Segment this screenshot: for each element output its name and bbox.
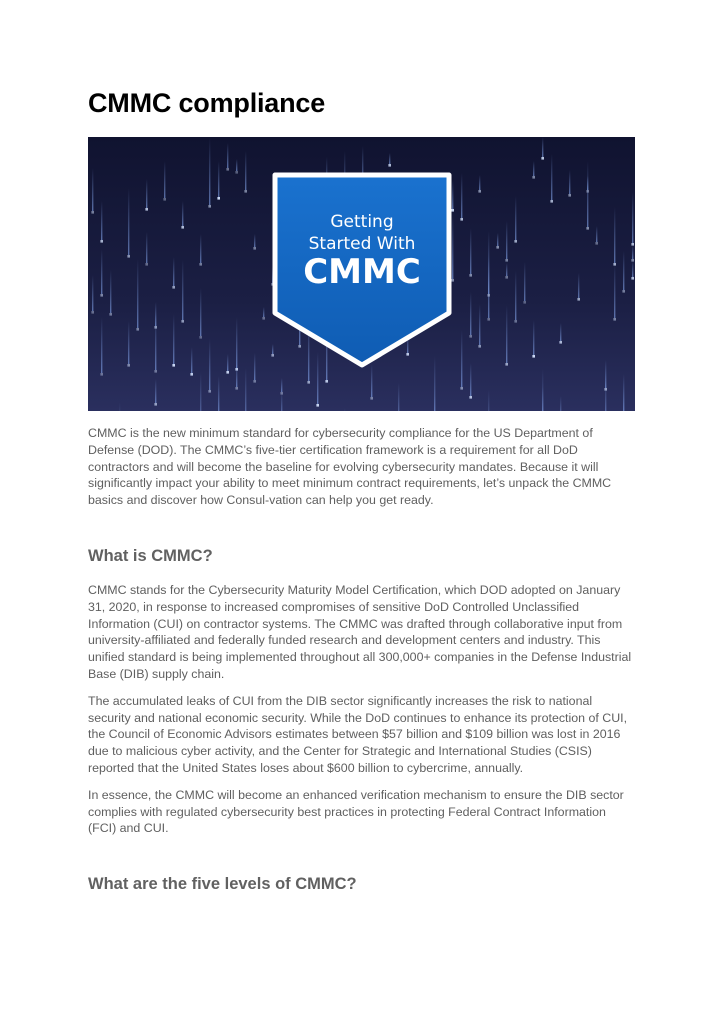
rain-streak [470, 228, 471, 274]
rain-dot [451, 209, 454, 212]
rain-streak [101, 249, 102, 294]
rain-dot [253, 380, 256, 383]
rain-dot [91, 311, 94, 314]
rain-dot [208, 205, 211, 208]
rain-dot [190, 373, 193, 376]
rain-streak [479, 304, 480, 345]
rain-dot [226, 168, 229, 171]
rain-dot [460, 218, 463, 221]
rain-dot [613, 318, 616, 321]
rain-dot [559, 341, 562, 344]
rain-streak [209, 339, 210, 390]
rain-dot [505, 276, 508, 279]
rain-dot [298, 345, 301, 348]
rain-streak [236, 364, 237, 387]
rain-streak [254, 234, 255, 247]
rain-dot [478, 345, 481, 348]
rain-dot [370, 397, 373, 400]
body-paragraph: CMMC stands for the Cybersecurity Maturity Model Certification, which DOD adopted on January 31, 2020, in response to increased compromises of sensitive DoD Controlled Unclassified Information (CUI) on contractor systems. The CMMC was drafted through collaborative input from university-affiliated and federally funded research and development centers and industry. This unified standard is being implemented throughout all 300,000+ companies in the Defense Industrial Base (DIB) supply chain. [88, 583, 632, 681]
rain-streak [227, 354, 228, 371]
rain-streak [506, 305, 507, 363]
rain-dot [496, 246, 499, 249]
rain-streak [155, 379, 156, 403]
hero-line-3: CMMC [303, 252, 421, 292]
rain-streak [101, 317, 102, 373]
rain-dot [550, 200, 553, 203]
rain-streak [110, 270, 111, 313]
rain-streak [245, 151, 246, 190]
rain-dot [613, 263, 616, 266]
rain-streak [344, 408, 345, 411]
rain-streak [470, 363, 471, 396]
rain-streak [488, 231, 489, 294]
rain-streak [461, 330, 462, 387]
rain-dot [505, 363, 508, 366]
rain-streak [173, 257, 174, 286]
rain-streak [605, 381, 606, 411]
rain-streak [542, 137, 543, 157]
rain-streak [614, 207, 615, 263]
rain-streak [191, 347, 192, 373]
rain-streak [434, 356, 435, 411]
rain-dot [145, 208, 148, 211]
rain-streak [587, 161, 588, 227]
rain-streak [515, 271, 516, 320]
rain-streak [146, 179, 147, 208]
rain-streak [137, 259, 138, 328]
body-paragraph: In essence, the CMMC will become an enhanced verification mechanism to ensure the DIB sector complies with regulated cybersecurity best practices in protecting Federal Contract Information (FCI) and CUI. [88, 787, 624, 836]
rain-dot [523, 301, 526, 304]
rain-streak [587, 176, 588, 190]
rain-streak [452, 180, 453, 209]
rain-dot [469, 274, 472, 277]
rain-dot [172, 364, 175, 367]
rain-dot [280, 392, 283, 395]
rain-streak [236, 317, 237, 368]
rain-dot [253, 247, 256, 250]
rain-dot [316, 404, 319, 407]
rain-streak [461, 173, 462, 218]
rain-dot [217, 197, 220, 200]
rain-streak [596, 226, 597, 242]
rain-streak [632, 261, 633, 277]
rain-streak [317, 352, 318, 404]
rain-dot [271, 354, 274, 357]
rain-dot [532, 176, 535, 179]
rain-streak [506, 221, 507, 259]
rain-streak [533, 320, 534, 355]
rain-dot [100, 294, 103, 297]
rain-dot [235, 387, 238, 390]
rain-dot [154, 370, 157, 373]
rain-streak [398, 383, 399, 411]
rain-dot [226, 371, 229, 374]
rain-dot [307, 381, 310, 384]
rain-dot [487, 294, 490, 297]
rain-dot [631, 277, 634, 280]
rain-dot [154, 403, 157, 406]
rain-dot [406, 353, 409, 356]
rain-dot [100, 373, 103, 376]
rain-dot [469, 396, 472, 399]
rain-dot [631, 259, 634, 262]
rain-streak [569, 170, 570, 194]
rain-dot [514, 320, 517, 323]
rain-streak [182, 201, 183, 226]
rain-streak [614, 264, 615, 318]
rain-streak [452, 212, 453, 279]
rain-dot [199, 336, 202, 339]
rain-streak [227, 143, 228, 168]
intro-paragraph: CMMC is the new minimum standard for cybersecurity compliance for the US Department of Defense (DOD). The CMMC’s five-tier certification framework is a requirement for all DoD contractors and will become the baseline for evolving cybersecurity mandates. Because it will significantly impact your ability to meet minimum contract requirements, let’s unpack the CMMC basics and discover how Consul-vation can help you get ready. [88, 426, 612, 508]
rain-dot [208, 390, 211, 393]
section-heading-what-is-cmmc: What is CMMC? [88, 547, 213, 565]
rain-streak [524, 262, 525, 301]
rain-streak [479, 175, 480, 190]
rain-dot [127, 364, 130, 367]
rain-streak [560, 323, 561, 341]
rain-streak [101, 201, 102, 240]
rain-streak [146, 232, 147, 263]
rain-dot [145, 263, 148, 266]
rain-dot [577, 298, 580, 301]
rain-streak [533, 161, 534, 176]
rain-streak [542, 387, 543, 411]
rain-dot [136, 328, 139, 331]
rain-streak [560, 396, 561, 411]
rain-streak [182, 260, 183, 320]
hero-image [88, 137, 635, 411]
rain-streak [164, 161, 165, 198]
rain-streak [200, 372, 201, 411]
rain-streak [281, 378, 282, 392]
rain-dot [505, 259, 508, 262]
rain-streak [245, 368, 246, 411]
rain-streak [236, 159, 237, 171]
rain-streak [128, 321, 129, 364]
section-body-what-is-cmmc [88, 582, 636, 837]
rain-streak [497, 233, 498, 246]
rain-streak [515, 196, 516, 240]
rain-dot [586, 227, 589, 230]
rain-streak [263, 307, 264, 317]
rain-streak [632, 245, 633, 259]
rain-streak [218, 161, 219, 197]
rain-streak [371, 364, 372, 397]
hero-line-2: Started With [308, 234, 416, 254]
rain-dot [460, 387, 463, 390]
rain-dot [181, 320, 184, 323]
rain-streak [488, 390, 489, 411]
rain-streak [578, 273, 579, 298]
rain-streak [272, 344, 273, 354]
rain-streak [173, 314, 174, 364]
rain-dot [568, 194, 571, 197]
rain-dot [586, 190, 589, 193]
rain-streak [200, 234, 201, 263]
rain-dot [235, 171, 238, 174]
rain-dot [91, 211, 94, 214]
rain-streak [128, 188, 129, 255]
rain-streak [155, 315, 156, 370]
rain-streak [506, 263, 507, 276]
rain-dot [451, 279, 454, 282]
rain-dot [469, 335, 472, 338]
rain-dot [181, 226, 184, 229]
rain-dot [199, 263, 202, 266]
rain-dot [388, 164, 391, 167]
body-paragraph: The accumulated leaks of CUI from the DIB sector significantly increases the risk to national security and national economic security. While the DoD continues to enhance its protection of CUI, the Council of Economic Advisors estimates between $57 billion and $109 billion was lost in 2016 due to malicious cyber activity, and the Center for Strategic and International Studies (CSIS) reported that the United States loses about $600 billion to cybercrime, annually. [88, 693, 628, 775]
rain-dot [100, 240, 103, 243]
rain-dot [163, 198, 166, 201]
rain-streak [209, 138, 210, 205]
rain-streak [389, 153, 390, 164]
rain-dot [532, 355, 535, 358]
rain-streak [92, 168, 93, 211]
rain-streak [623, 374, 624, 411]
rain-streak [623, 251, 624, 290]
rain-streak [551, 154, 552, 200]
rain-dot [109, 313, 112, 316]
rain-streak [632, 192, 633, 243]
rain-dot [595, 242, 598, 245]
hero-line-1: Getting [330, 212, 394, 232]
rain-streak [254, 353, 255, 380]
section-heading-five-levels: What are the five levels of CMMC? [88, 875, 357, 893]
rain-dot [514, 240, 517, 243]
rain-streak [92, 275, 93, 311]
rain-dot [244, 190, 247, 193]
rain-dot [172, 286, 175, 289]
rain-dot [487, 318, 490, 321]
page-title: CMMC compliance [88, 88, 326, 118]
rain-dot [622, 290, 625, 293]
rain-dot [262, 317, 265, 320]
rain-dot [478, 190, 481, 193]
rain-streak [470, 292, 471, 335]
rain-streak [218, 376, 219, 411]
rain-dot [325, 380, 328, 383]
rain-streak [119, 402, 120, 411]
rain-dot [127, 255, 130, 258]
rain-streak [200, 288, 201, 336]
rain-dot [541, 157, 544, 160]
